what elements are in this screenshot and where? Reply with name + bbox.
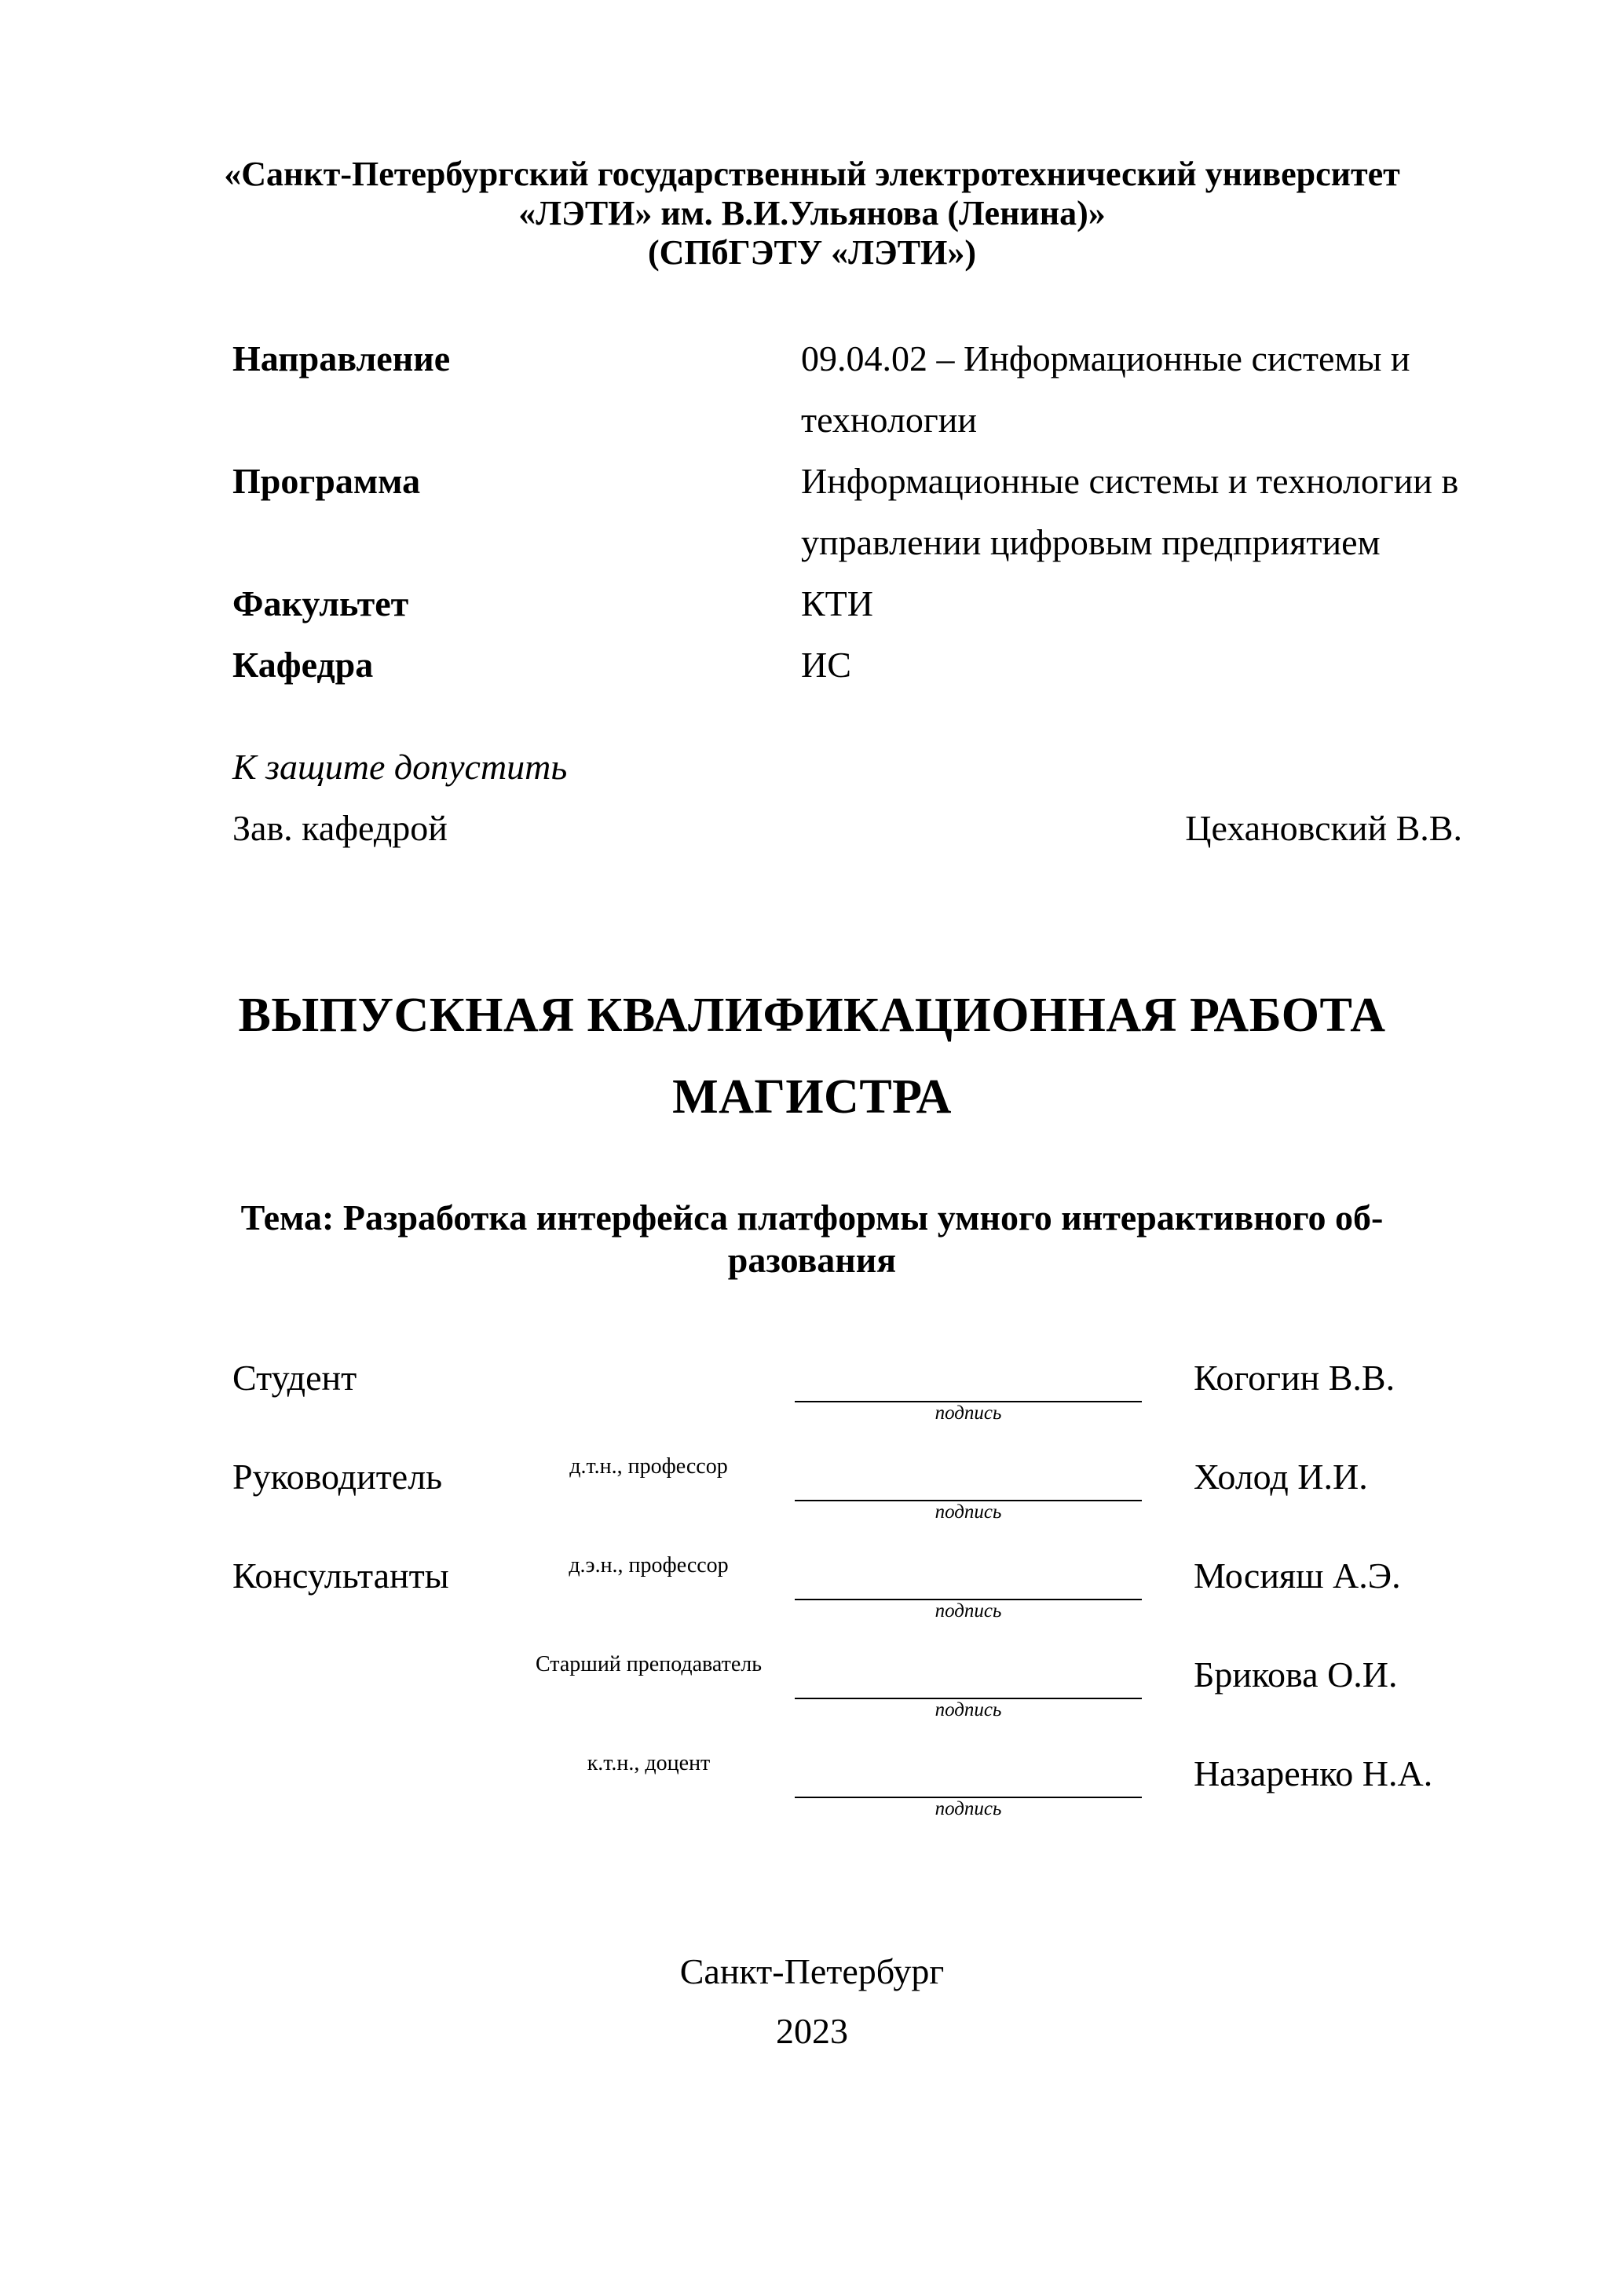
role-student: Студент [232,1358,357,1398]
role-consultants: Консультанты [232,1556,449,1596]
thesis-title-line2: МАГИСТРА [672,1070,952,1124]
consultant2-name: Брикова О.И. [1194,1654,1398,1695]
consultant3-degree: к.т.н., доцент [587,1751,711,1775]
consultant1-name: Мосияш А.Э. [1194,1556,1401,1596]
head-of-department-label: Зав. кафедрой [232,808,448,848]
topic-line2: разования [727,1240,897,1280]
department-value: ИС [801,645,851,685]
direction-label: Направление [232,338,451,378]
year: 2023 [776,2011,848,2051]
direction-value-line2: технологии [801,400,977,440]
faculty-value: КТИ [801,583,873,623]
signature-caption: подпись [935,1402,1002,1424]
signature-caption: подпись [935,1600,1002,1621]
supervisor-name: Холод И.И. [1194,1457,1368,1497]
signature-caption: подпись [935,1699,1002,1720]
supervisor-degree: д.т.н., профессор [569,1454,728,1479]
program-label: Программа [232,461,421,501]
consultant1-degree: д.э.н., профессор [569,1553,729,1578]
consultant2-degree: Старший преподаватель [535,1652,763,1676]
topic-line1: Тема: Разработка интерфейса платформы умного интерактивного об- [240,1197,1384,1238]
student-name: Когогин В.В. [1194,1358,1395,1398]
direction-value-line1: 09.04.02 – Информационные системы и [801,338,1410,378]
consultant3-name: Назаренко Н.А. [1194,1753,1433,1793]
program-value-line1: Информационные системы и технологии в [801,461,1459,501]
university-name-line2: «ЛЭТИ» им. В.И.Ульянова (Ленина)» [518,194,1106,232]
university-name-line1: «Санкт-Петербургский государственный электротехнический университет [224,155,1400,193]
department-label: Кафедра [232,645,374,685]
head-of-department-name: Цехановский В.В. [1185,808,1462,848]
faculty-label: Факультет [232,583,409,623]
university-abbr: (СПбГЭТУ «ЛЭТИ») [648,233,976,272]
signature-caption: подпись [935,1798,1002,1819]
role-supervisor: Руководитель [232,1457,443,1497]
thesis-title-line1: ВЫПУСКНАЯ КВАЛИФИКАЦИОННАЯ РАБОТА [238,989,1386,1042]
city: Санкт-Петербург [679,1951,945,1991]
approval-label: К защите допустить [232,747,568,787]
program-value-line2: управлении цифровым предприятием [801,522,1381,562]
signature-caption: подпись [935,1501,1002,1523]
